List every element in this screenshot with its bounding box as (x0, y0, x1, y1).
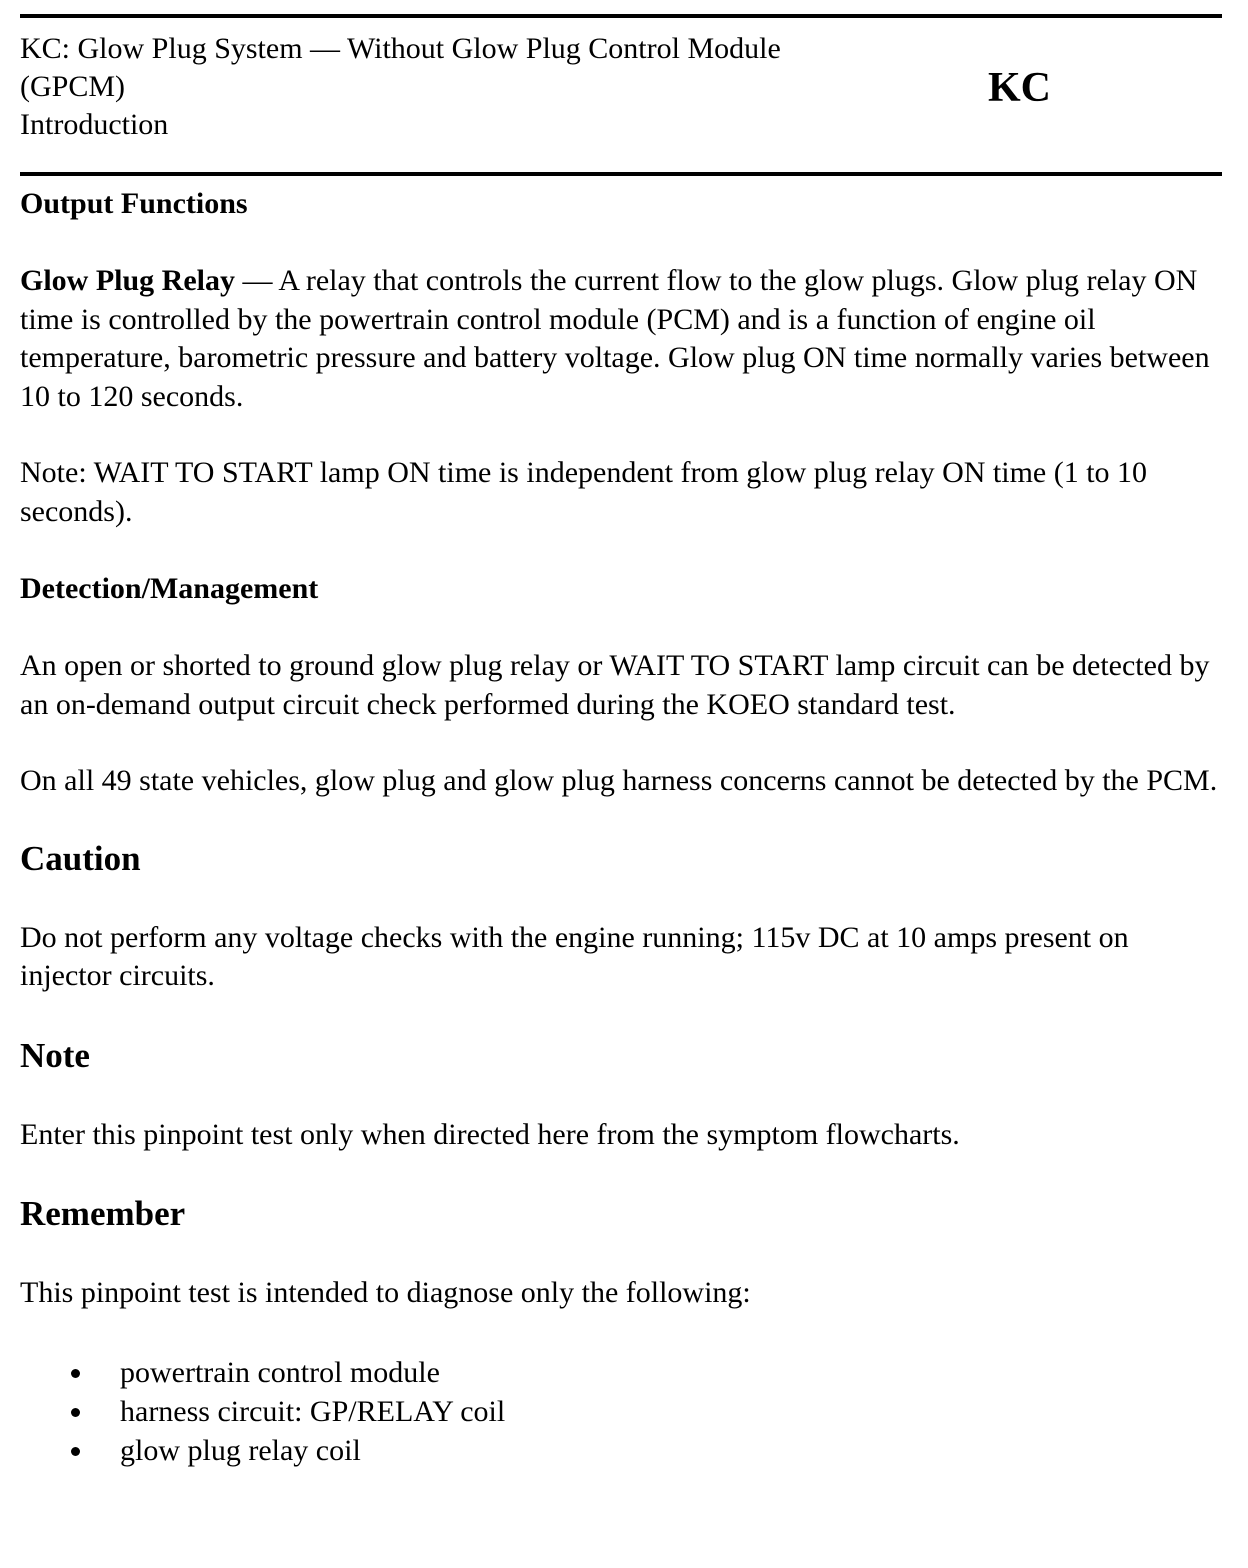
caution-heading: Caution (20, 838, 141, 878)
header-top-rule (20, 14, 1222, 18)
caution-text: Do not perform any voltage checks with the engine running; 115v DC at 10 amps present on injector circuits. (20, 920, 1129, 992)
glow-plug-relay-term: Glow Plug Relay (20, 264, 235, 297)
list-item (20, 1431, 1220, 1470)
list-item (20, 1392, 1220, 1431)
header-bottom-rule (20, 172, 1222, 176)
output-functions-heading: Output Functions (20, 187, 248, 220)
bullet-icon (71, 1369, 80, 1378)
header-title-line-1: KC: Glow Plug System — Without Glow Plug Control Module (20, 32, 781, 65)
header-section-label: Introduction (20, 108, 169, 141)
section-code: KC (988, 65, 1051, 111)
bullet-icon (71, 1408, 80, 1417)
remember-text: This pinpoint test is intended to diagnose only the following: (20, 1276, 751, 1309)
document-header (20, 30, 781, 144)
detection-paragraph-1: An open or shorted to ground glow plug relay or WAIT TO START lamp circuit can be detected by an on-demand output circuit check performed during the KOEO standard test. (20, 649, 1210, 721)
note-text: Enter this pinpoint test only when directed here from the symptom flowcharts. (20, 1117, 960, 1151)
document-body (20, 184, 1220, 1470)
glow-plug-relay-description: — A relay that controls the current flow to the glow plugs. Glow plug relay ON time is controlled by the powertrain control module (PCM) and is a function of engine oil temperature, barometric pressure and battery voltage. Glow plug ON time normally varies between 10 to 120 seconds. (20, 264, 1210, 413)
note-heading: Note (20, 1035, 90, 1075)
bullet-icon (71, 1447, 80, 1456)
header-title-line-2: (GPCM) (20, 70, 126, 103)
list-item-text: glow plug relay coil (120, 1433, 361, 1467)
detection-paragraph-2: On all 49 state vehicles, glow plug and glow plug harness concerns cannot be detected by the PCM. (20, 764, 1218, 797)
diagnose-list (20, 1353, 1220, 1470)
detection-management-heading: Detection/Management (20, 572, 319, 605)
glow-plug-relay-paragraph (20, 262, 1220, 416)
list-item-text: powertrain control module (120, 1355, 440, 1389)
list-item (20, 1353, 1220, 1392)
wait-to-start-note: Note: WAIT TO START lamp ON time is independent from glow plug relay ON time (1 to 10 seconds). (20, 456, 1148, 528)
list-item-text: harness circuit: GP/RELAY coil (120, 1394, 506, 1428)
remember-heading: Remember (20, 1194, 186, 1233)
